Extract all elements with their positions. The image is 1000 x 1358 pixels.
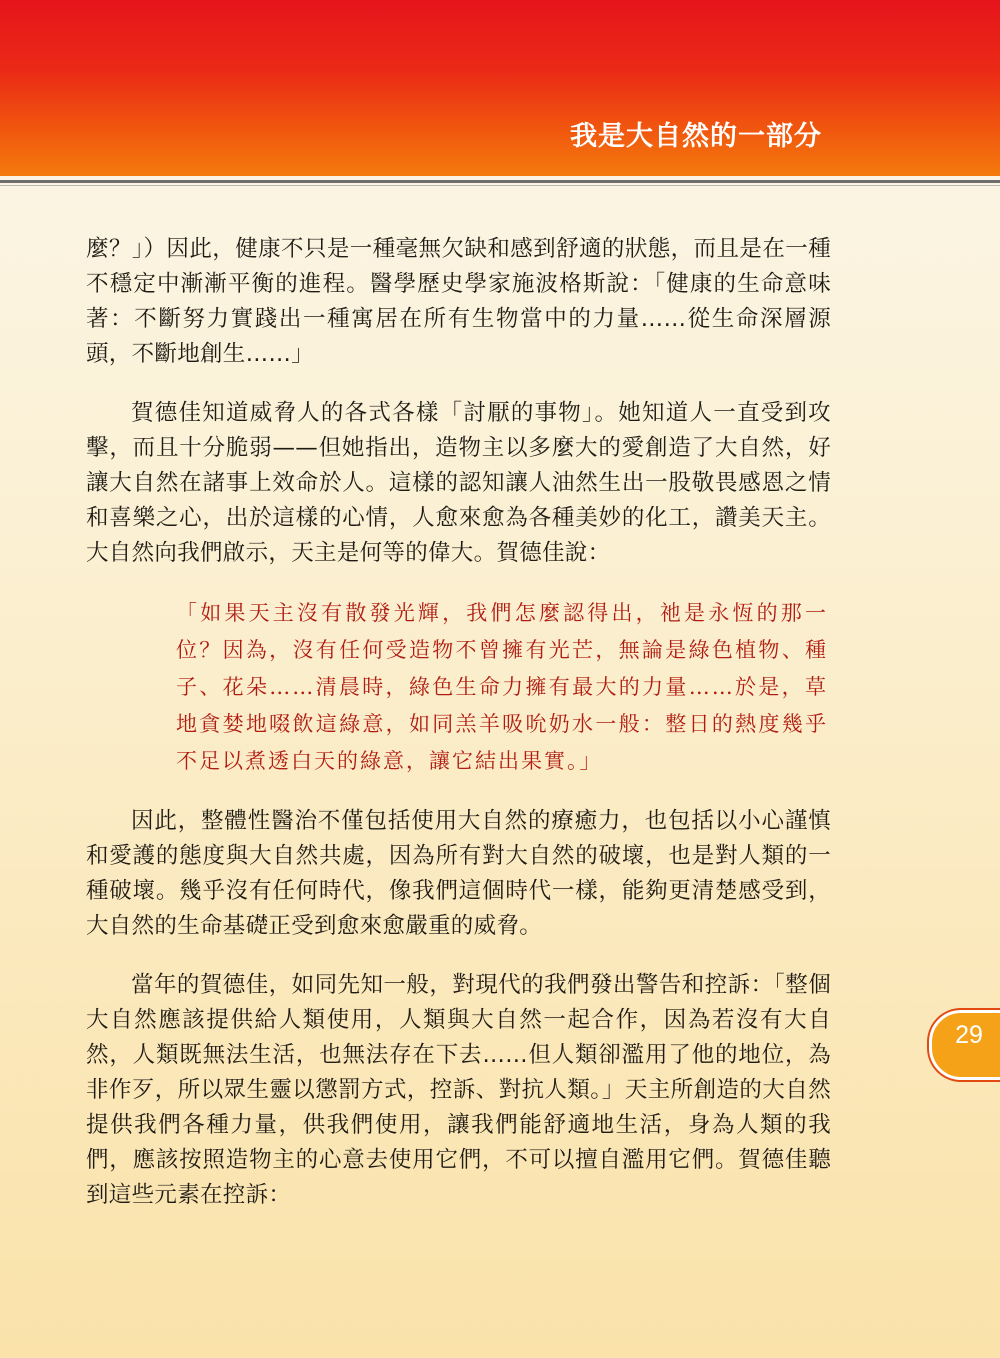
block-quote: 「如果天主沒有散發光輝，我們怎麼認得出，祂是永恆的那一位？因為，沒有任何受造物不曾擁有光芒，無論是綠色植物、種子、花朵……清晨時，綠色生命力擁有最大的力量……於是，草地貪婪地啜飲這綠意，如同羔羊吸吮奶水一般：整日的熱度幾乎不足以煮透白天的綠意，讓它結出果實。」: [176, 601, 828, 773]
header-band: [0, 0, 1000, 176]
page-body: [86, 232, 831, 1237]
page-number: 29: [955, 1021, 983, 1049]
chapter-title: 我是大自然的一部分: [570, 121, 822, 152]
paragraph-4: 當年的賀德佳，如同先知一般，對現代的我們發出警告和控訴：「整個大自然應該提供給人類使用，人類與大自然一起合作，因為若沒有大自然，人類既無法生活，也無法存在下去……但人類卻濫用了他的地位，為非作歹，所以眾生靈以懲罰方式，控訴、對抗人類。」天主所創造的大自然提供我們各種力量，供我們使用，讓我們能舒適地生活，身為人類的我們，應該按照造物主的心意去使用它們，不可以擅自濫用它們。賀德佳聽到這些元素在控訴：: [86, 972, 831, 1208]
header-divider-light: [0, 185, 1000, 186]
paragraph-2: 賀德佳知道威脅人的各式各樣「討厭的事物」。她知道人一直受到攻擊，而且十分脆弱——但她指出，造物主以多麼大的愛創造了大自然，好讓大自然在諸事上效命於人。這樣的認知讓人油然生出一股敬畏感恩之情和喜樂之心，出於這樣的心情，人愈來愈為各種美妙的化工，讚美天主。大自然向我們啟示，天主是何等的偉大。賀德佳說：: [86, 400, 831, 566]
paragraph-1: 麼？」）因此，健康不只是一種毫無欠缺和感到舒適的狀態，而且是在一種不穩定中漸漸平衡的進程。醫學歷史學家施波格斯說：「健康的生命意味著：不斷努力實踐出一種寓居在所有生物當中的力量……從生命深層源頭，不斷地創生……」: [86, 236, 831, 367]
header-divider: [0, 180, 1000, 183]
paragraph-3: 因此，整體性醫治不僅包括使用大自然的療癒力，也包括以小心謹慎和愛護的態度與大自然共處，因為所有對大自然的破壞，也是對人類的一種破壞。幾乎沒有任何時代，像我們這個時代一樣，能夠更清楚感受到，大自然的生命基礎正受到愈來愈嚴重的威脅。: [86, 808, 831, 939]
